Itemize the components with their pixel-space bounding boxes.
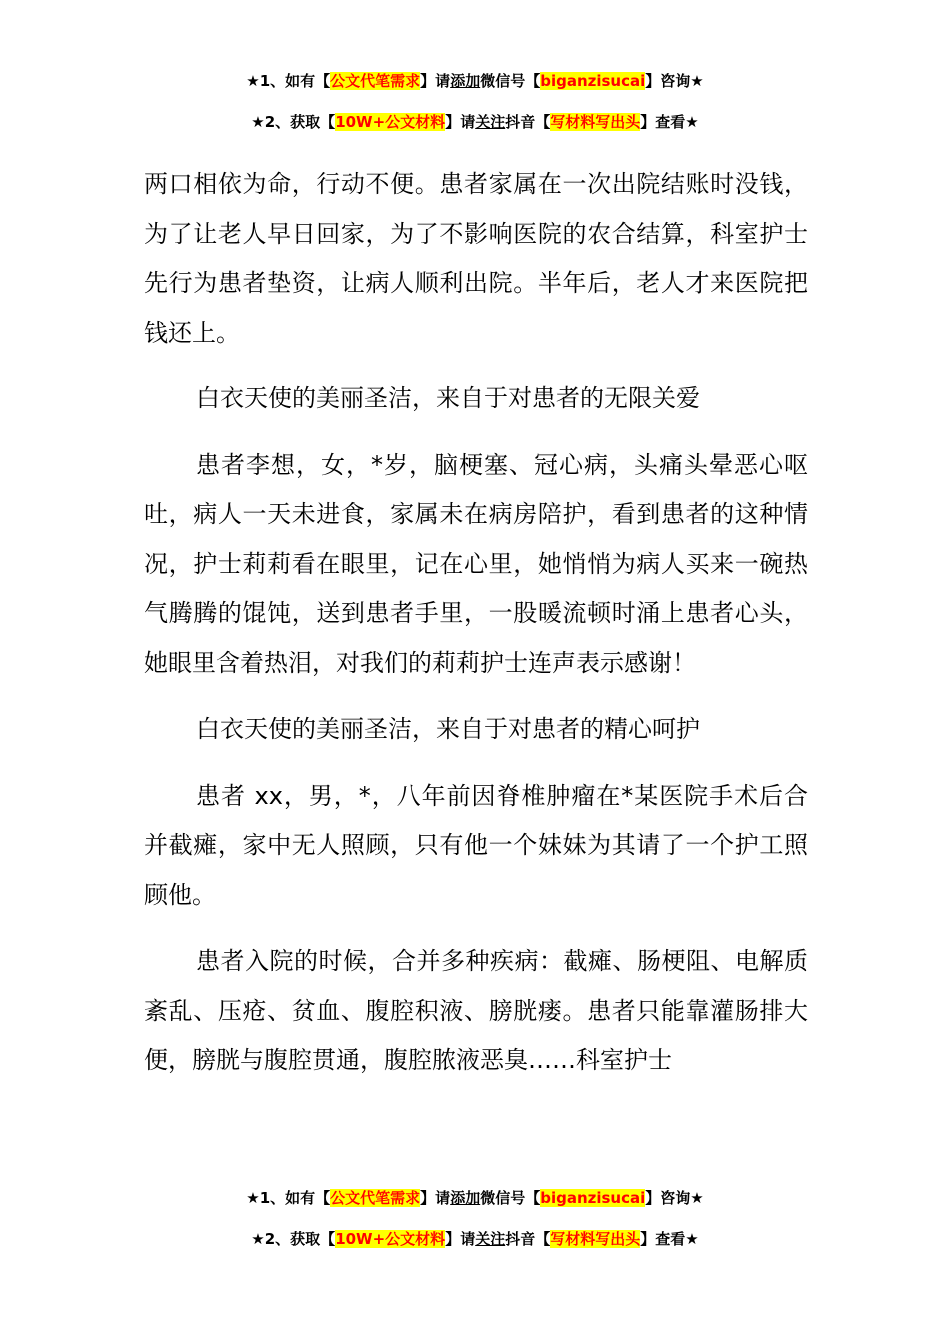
banner-text: 】查看★ bbox=[640, 1230, 699, 1248]
body-paragraph: 患者 xx，男，*，八年前因脊椎肿瘤在*某医院手术后合并截瘫，家中无人照顾，只有他一个妹妹为其请了一个护工照顾他。 bbox=[144, 781, 808, 909]
banner-douyin-id: 写材料写出头 bbox=[550, 113, 641, 131]
banner-text: 】咨询★ bbox=[645, 72, 704, 90]
banner-wechat-id: biganzisucai bbox=[540, 1189, 646, 1207]
body-paragraph: 患者入院的时候，合并多种疾病：截瘫、肠梗阻、电解质紊乱、压疮、贫血、腹腔积液、膀胱瘘。患者只能靠灌肠排大便，膀胱与腹腔贯通，腹腔脓液恶臭……科室护士 bbox=[144, 947, 808, 1074]
banner-text: 抖音【 bbox=[505, 1230, 551, 1248]
banner-text: 抖音【 bbox=[505, 113, 551, 131]
banner-text: 】请 bbox=[445, 1230, 476, 1248]
banner-underline: 关注 bbox=[475, 1230, 506, 1248]
header-banner-line-2 bbox=[0, 111, 950, 133]
body-paragraph: 患者李想，女，*岁，脑梗塞、冠心病，头痛头晕恶心呕吐，病人一天未进食，家属未在病房陪护，看到患者的这种情况，护士莉莉看在眼里，记在心里，她悄悄为病人买来一碗热气腾腾的馄饨，送到患者手里，一股暖流顿时涌上患者心头，她眼里含着热泪，对我们的莉莉护士连声表示感谢！ bbox=[144, 450, 808, 677]
banner-highlight: 公文代笔需求 bbox=[330, 72, 421, 90]
banner-wechat-id: biganzisucai bbox=[540, 72, 646, 90]
banner-highlight: 10W+公文材料 bbox=[335, 1230, 446, 1248]
banner-text: ★1、如有【 bbox=[246, 1189, 331, 1207]
banner-text: ★2、获取【 bbox=[251, 113, 336, 131]
section-heading: 白衣天使的美丽圣洁，来自于对患者的无限关爱 bbox=[196, 384, 700, 412]
banner-highlight: 10W+公文材料 bbox=[335, 113, 446, 131]
banner-text: 】请 bbox=[420, 1189, 451, 1207]
document-body bbox=[144, 160, 808, 1103]
banner-text: 】咨询★ bbox=[645, 1189, 704, 1207]
banner-text: 】查看★ bbox=[640, 113, 699, 131]
banner-underline: 关注 bbox=[475, 113, 506, 131]
banner-text: ★1、如有【 bbox=[246, 72, 331, 90]
body-paragraph: 两口相依为命，行动不便。患者家属在一次出院结账时没钱，为了让老人早日回家，为了不影响医院的农合结算，科室护士先行为患者垫资，让病人顺利出院。半年后，老人才来医院把钱还上。 bbox=[144, 170, 808, 347]
banner-text: 微信号【 bbox=[480, 72, 541, 90]
banner-highlight: 公文代笔需求 bbox=[330, 1189, 421, 1207]
footer-banner-line-1 bbox=[0, 1187, 950, 1209]
footer-banner-line-2 bbox=[0, 1228, 950, 1250]
banner-underline: 添加 bbox=[450, 72, 481, 90]
banner-text: 】请 bbox=[445, 113, 476, 131]
banner-text: 微信号【 bbox=[480, 1189, 541, 1207]
banner-douyin-id: 写材料写出头 bbox=[550, 1230, 641, 1248]
banner-text: 】请 bbox=[420, 72, 451, 90]
header-banner-line-1 bbox=[0, 70, 950, 92]
section-heading: 白衣天使的美丽圣洁，来自于对患者的精心呵护 bbox=[196, 715, 700, 743]
banner-text: ★2、获取【 bbox=[251, 1230, 336, 1248]
banner-underline: 添加 bbox=[450, 1189, 481, 1207]
